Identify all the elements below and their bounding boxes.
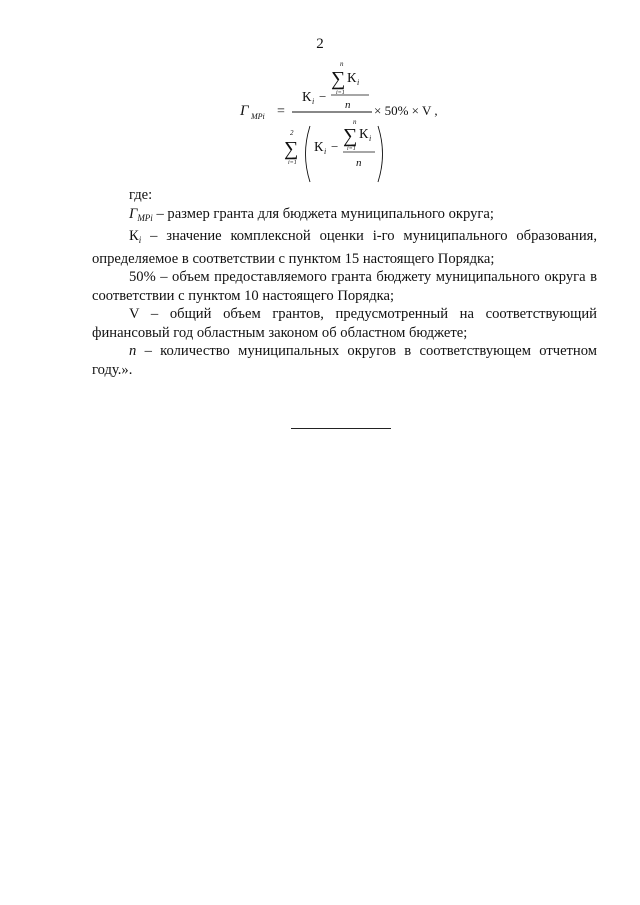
den-sum-sign: ∑: [284, 138, 299, 160]
legend-text: – размер гранта для бюджета муниципального округа;: [152, 205, 494, 222]
num-minus: −: [319, 89, 327, 104]
formula-lhs-symbol: Г: [240, 103, 249, 119]
num-inner-n: n: [345, 99, 351, 111]
legend-text: – количество муниципальных округов в соответствующем отчетном году.».: [92, 343, 597, 378]
formula-svg: [240, 58, 460, 186]
page-number: 2: [316, 36, 324, 52]
legend-symbol: Г: [129, 205, 138, 222]
num-sum-upper: n: [340, 60, 344, 68]
den-inner-sum-k: К: [359, 127, 369, 142]
den-sum-upper: 2: [290, 129, 294, 137]
legend-item-percent: [92, 268, 597, 305]
num-sum-k: К: [347, 71, 357, 86]
formula-equals: =: [277, 104, 285, 119]
den-inner-sum-k-sub: i: [369, 134, 372, 143]
num-k: К: [302, 90, 312, 105]
den-k: К: [314, 140, 324, 155]
num-sum-sign: ∑: [331, 68, 346, 90]
legend-text: – общий объем грантов, предусмотренный на соответствующий финансовый год областным законом об областном бюджете;: [92, 306, 597, 341]
legend-symbol: 50%: [129, 269, 156, 285]
den-k-sub: i: [324, 147, 327, 156]
formula-tail: × 50% × V ,: [374, 103, 438, 118]
legend-text: – объем предоставляемого гранта бюджету муниципального округа в соответствии с пунктом 10 настоящего Порядка;: [92, 269, 597, 304]
legend-item-grant: [92, 205, 597, 228]
legend-symbol: К: [129, 228, 139, 244]
num-k-sub: i: [312, 97, 315, 106]
legend-where: где:: [129, 187, 153, 203]
end-of-document-rule: [291, 428, 391, 429]
den-right-paren: [378, 126, 383, 182]
num-sum-lower: i=1: [336, 90, 345, 96]
num-sum-k-sub: i: [357, 78, 360, 87]
grant-formula: [240, 58, 460, 186]
den-left-paren: [306, 126, 311, 182]
legend-item-count: [92, 342, 597, 379]
legend-text: – значение комплексной оценки i-го муниципального образования, определяемое в соответствии с пунктом 15 настоящего Порядка;: [92, 228, 597, 267]
legend-item-k: [92, 227, 597, 268]
legend-symbol: n: [129, 343, 137, 359]
legend-subscript: i: [138, 235, 142, 245]
legend-subscript: МРi: [137, 212, 153, 223]
legend-symbol: V: [129, 306, 140, 322]
den-inner-sum-sign: ∑: [343, 125, 358, 147]
den-inner-n: n: [356, 157, 362, 169]
den-minus: −: [331, 139, 339, 154]
formula-lhs-subscript: МРi: [251, 112, 265, 121]
legend-item-volume: [92, 305, 597, 342]
den-inner-sum-upper: n: [353, 118, 357, 126]
den-sum-lower: i=1: [288, 160, 297, 166]
formula-legend: [92, 186, 597, 379]
den-inner-sum-lower: i=1: [347, 146, 356, 152]
